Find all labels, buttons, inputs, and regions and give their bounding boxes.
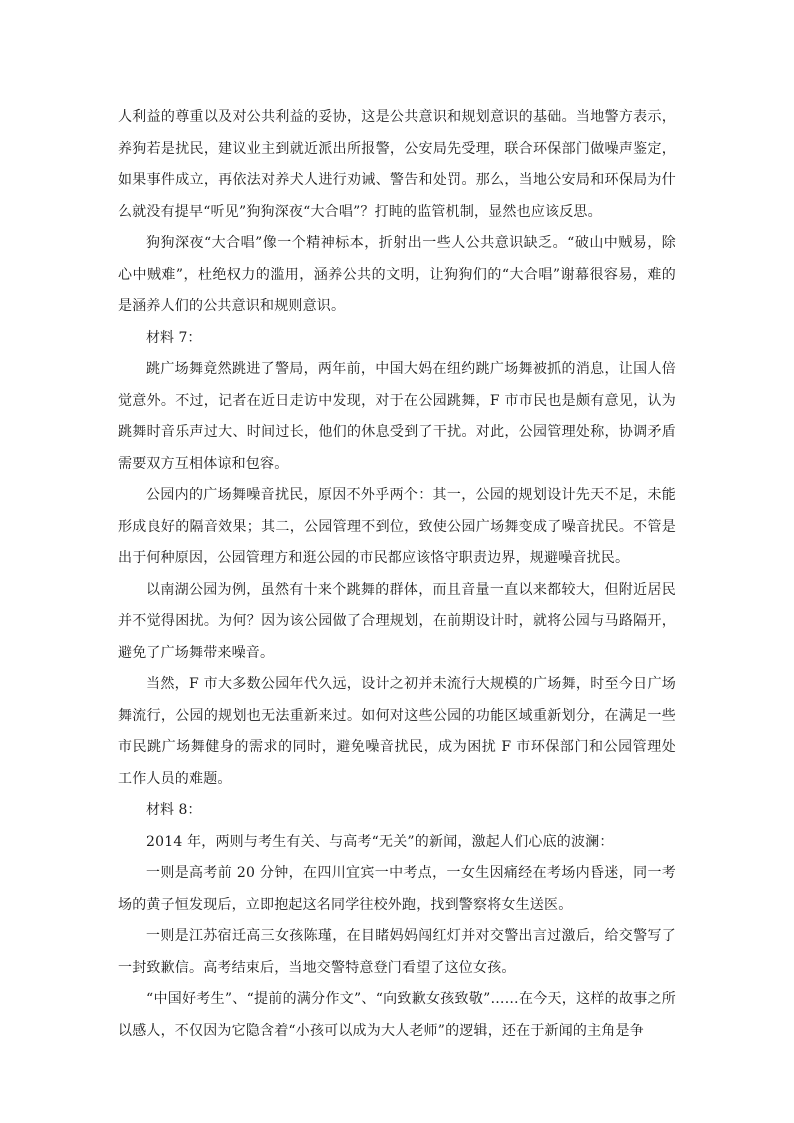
paragraph-nanhu-park: 以南湖公园为例，虽然有十来个跳舞的群体，而且音量一直以来都较大，但附近居民并不觉得困扰。为何？因为该公园做了合理规划，在前期设计时，就将公园与马路隔开，避免了广场舞带来噪音。 (118, 581, 676, 661)
paragraph-good-examinee: “中国好考生”、“提前的满分作文”、“向致歉女孩致敬”……在今天，这样的故事之所以感人，不仅因为它隐含着“小孩可以成为大人老师”的逻辑，还在于新闻的主角是争 (118, 991, 676, 1039)
document-page (118, 102, 676, 1047)
paragraph-square-dance: 跳广场舞竟然跳进了警局，两年前，中国大妈在纽约跳广场舞被抓的消息，让国人倍觉意外。不过，记者在近日走访中发现，对于在公园跳舞，F 市市民也是颇有意见，认为跳舞时音乐声过大、时间过长，他们的休息受到了干扰。对此，公园管理处称，协调矛盾需要双方互相体谅和包容。 (118, 361, 676, 472)
paragraph-2014-news: 2014 年，两则与考生有关、与高考“无关”的新闻，激起人们心底的波澜： (146, 833, 614, 850)
paragraph-yibin-story: 一则是高考前 20 分钟，在四川宜宾一中考点，一女生因痛经在考场内昏迷，同一考场的黄子恒发现后，立即抱起这名同学往校外跑，找到警察将女生送医。 (118, 865, 676, 913)
paragraph-suqian-story: 一则是江苏宿迁高三女孩陈瑾，在目睹妈妈闯红灯并对交警出言过激后，给交警写了一封致歉信。高考结束后，当地交警特意登门看望了这位女孩。 (118, 928, 676, 976)
paragraph-public-awareness: 人利益的尊重以及对公共利益的妥协，这是公共意识和规划意识的基础。当地警方表示，养狗若是扰民，建议业主到就近派出所报警，公安局先受理，联合环保部门做噪声鉴定，如果事件成立，再依法对养犬人进行劝诫、警告和处罚。那么，当地公安局和环保局为什么就没有提早“听见”狗狗深夜“大合唱”？打盹的监管机制，显然也应该反思。 (118, 109, 676, 220)
paragraph-noise-causes: 公园内的广场舞噪音扰民，原因不外乎两个：其一，公园的规划设计先天不足，未能形成良好的隔音效果；其二，公园管理不到位，致使公园广场舞变成了噪音扰民。不管是出于何种原因，公园管理方和逛公园的市民都应该恪守职责边界，规避噪音扰民。 (118, 487, 676, 566)
material-8-heading: 材料 8： (146, 802, 202, 818)
material-7-heading: 材料 7： (146, 329, 202, 346)
paragraph-dog-chorus: 狗狗深夜“大合唱”像一个精神标本，折射出一些人公共意识缺乏。“破山中贼易，除心中贼难”，杜绝权力的滥用，涵养公共的文明，让狗狗们的“大合唱”谢幕很容易，难的是涵养人们的公共意识和规则意识。 (118, 235, 676, 314)
paragraph-old-parks: 当然，F 市大多数公园年代久远，设计之初并未流行大规模的广场舞，时至今日广场舞流行，公园的规划也无法重新来过。如何对这些公园的功能区域重新划分，在满足一些市民跳广场舞健身的需求的同时，避免噪音扰民，成为困扰 F 市环保部门和公园管理处工作人员的难题。 (118, 676, 676, 787)
